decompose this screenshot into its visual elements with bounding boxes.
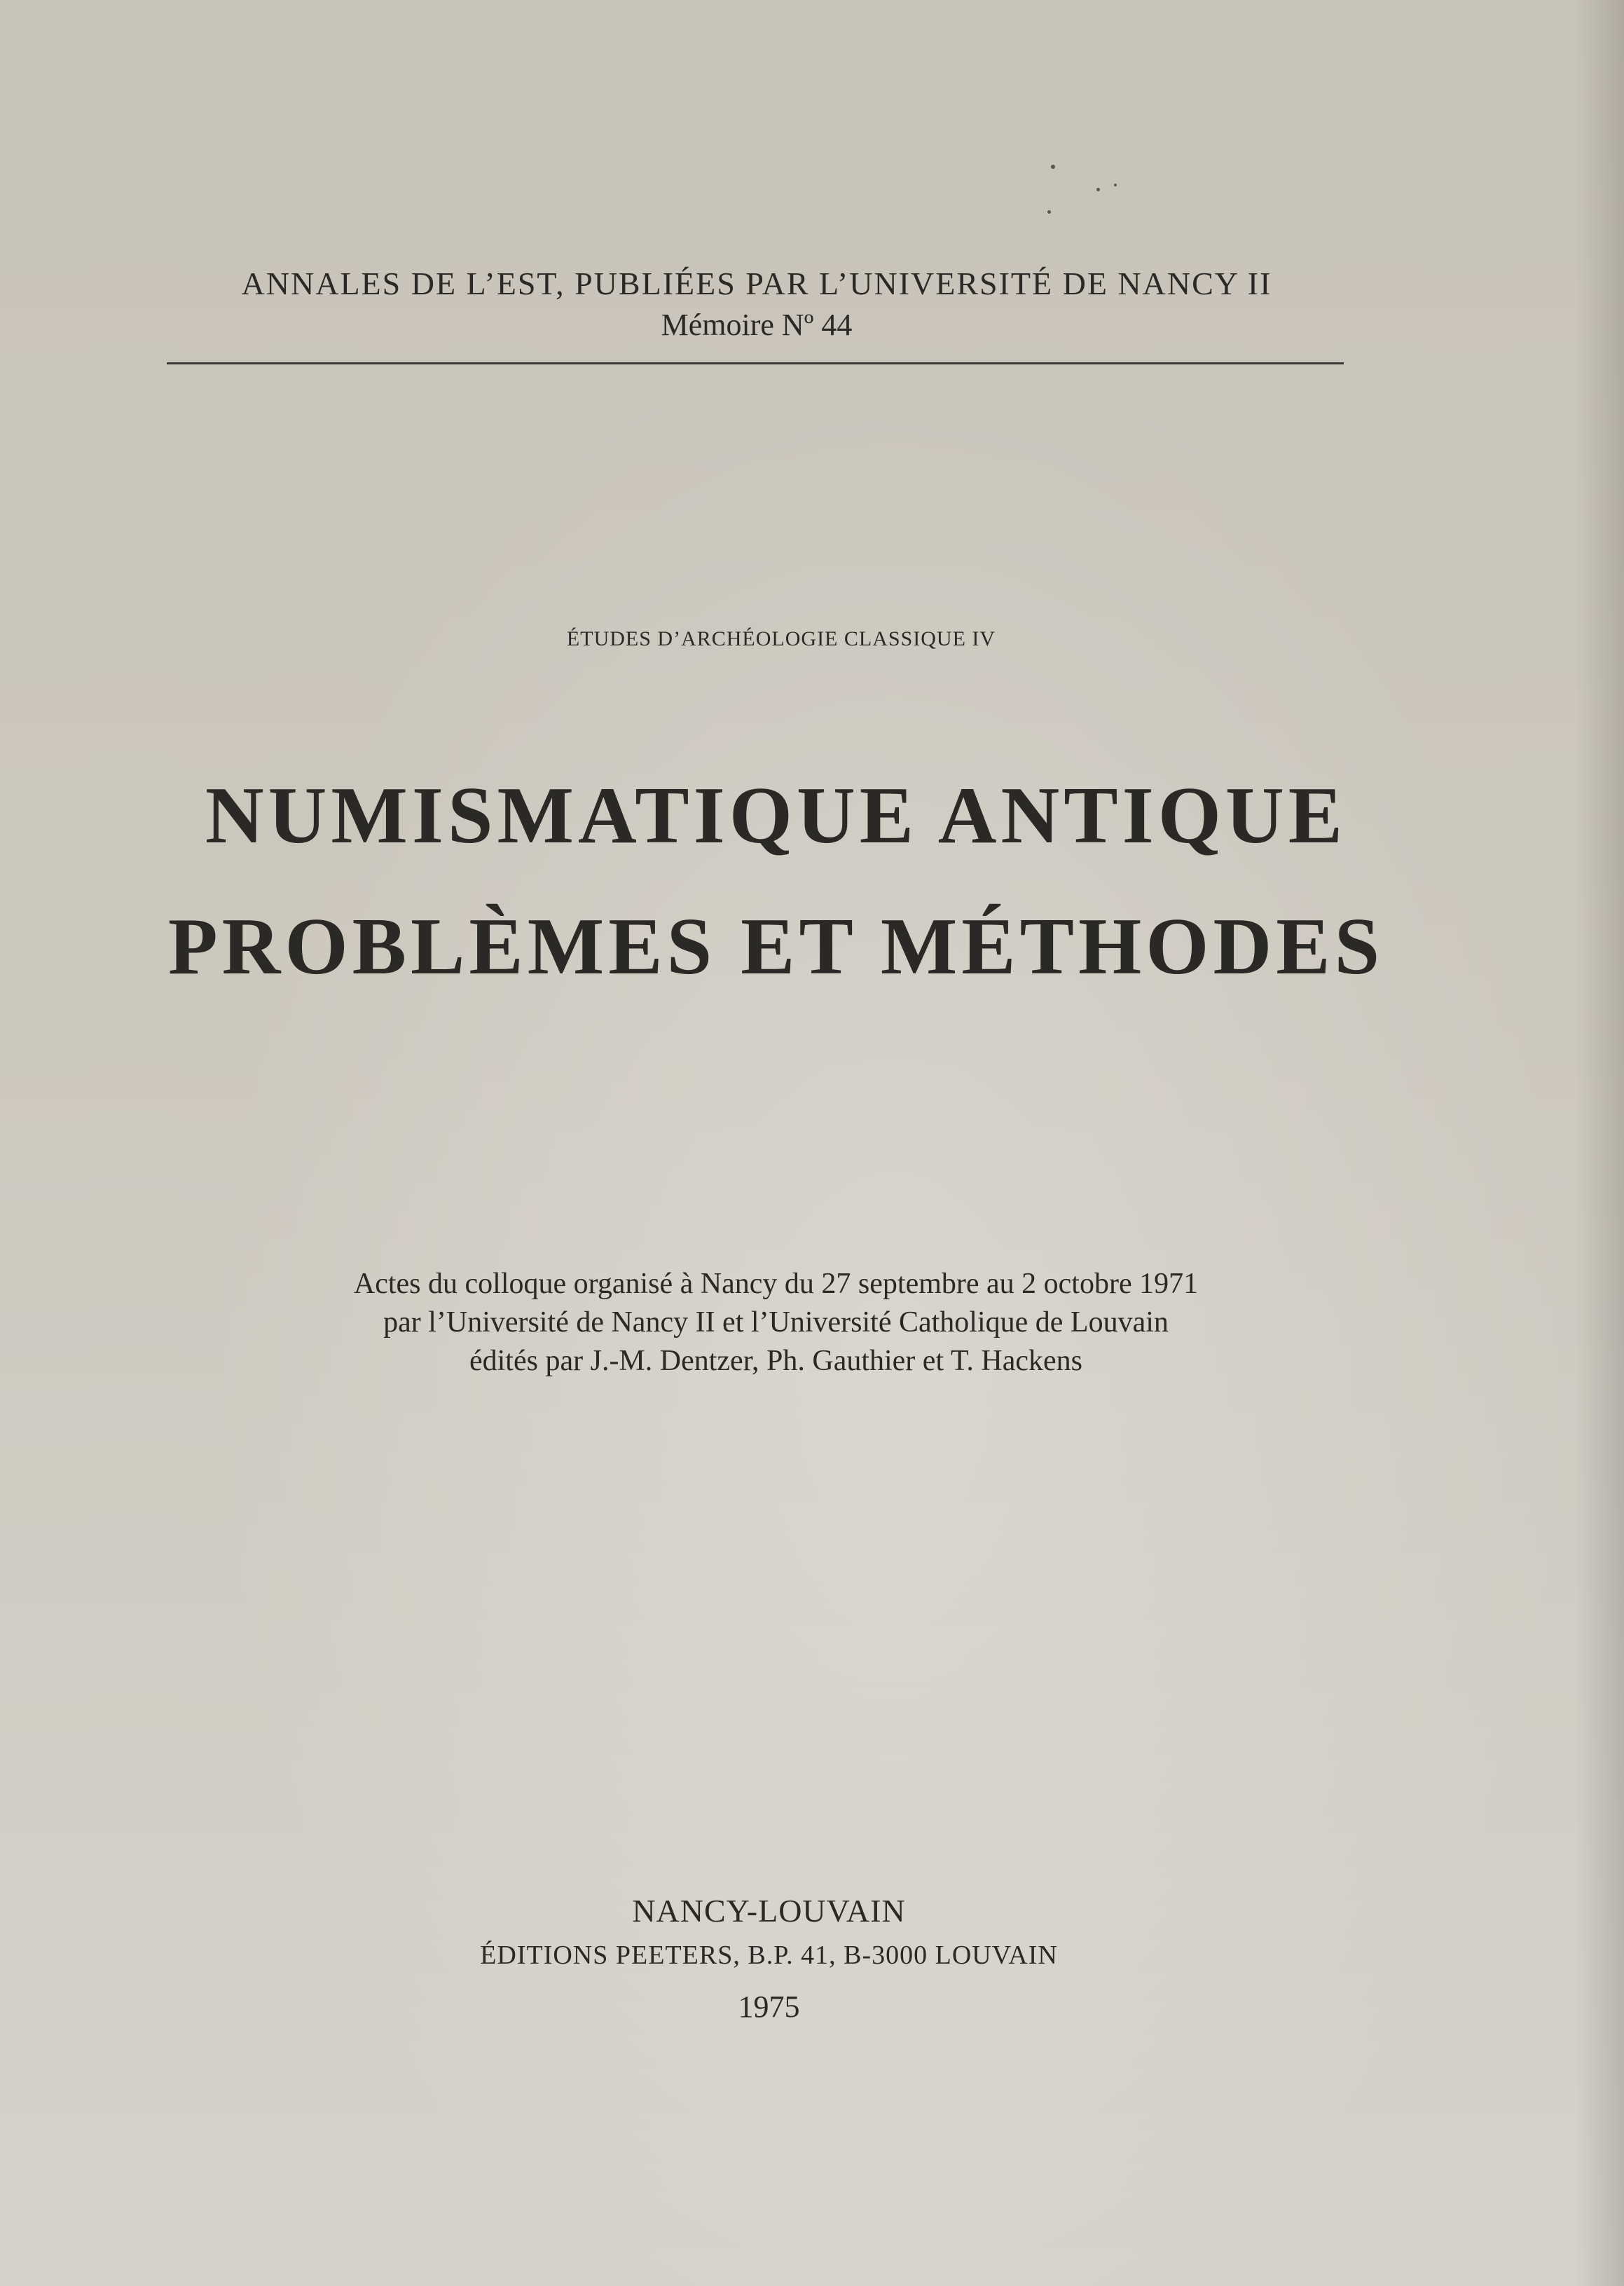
collection-label: ÉTUDES D’ARCHÉOLOGIE CLASSIQUE IV	[566, 627, 996, 650]
series-title: ANNALES DE L’EST, PUBLIÉES PAR L’UNIVERSITÉ DE NANCY II	[241, 266, 1272, 301]
paper-speck	[1114, 184, 1117, 186]
main-title-line-2: PROBLÈMES ET MÉTHODES	[167, 902, 1384, 992]
publication-year: 1975	[738, 1990, 800, 2024]
page-edge-shadow	[1575, 0, 1624, 2286]
publisher-name: ÉDITIONS PEETERS, B.P. 41, B-3000 LOUVAIN	[480, 1941, 1058, 1970]
publisher-place: NANCY-LOUVAIN	[632, 1893, 906, 1929]
proceedings-line-1: Actes du colloque organisé à Nancy du 27 septembre au 2 octobre 1971	[353, 1268, 1199, 1300]
main-title-line-1: NUMISMATIQUE ANTIQUE	[205, 771, 1347, 861]
paper-speck	[1047, 210, 1051, 214]
proceedings-line-2: par l’Université de Nancy II et l’Université Catholique de Louvain	[383, 1306, 1169, 1339]
proceedings-line-3: édités par J.-M. Dentzer, Ph. Gauthier et T. Hackens	[469, 1345, 1082, 1377]
header-rule	[167, 362, 1344, 364]
paper-speck	[1051, 165, 1055, 169]
memoire-number: Mémoire Nº 44	[661, 308, 853, 342]
paper-speck	[1096, 188, 1100, 191]
